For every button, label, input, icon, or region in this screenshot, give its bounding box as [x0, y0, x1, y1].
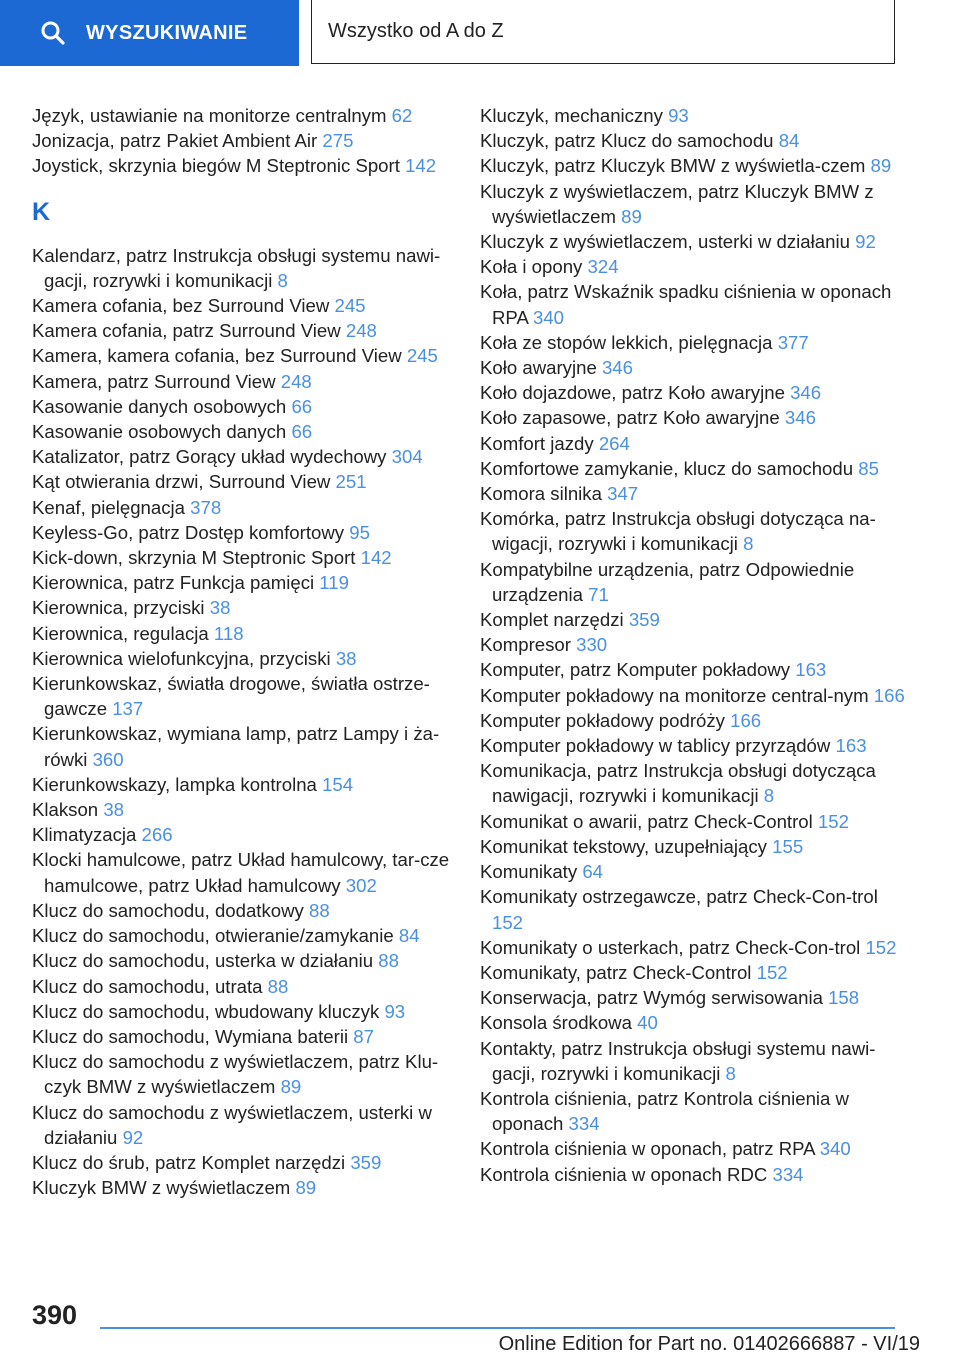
- index-page-link[interactable]: 66: [291, 395, 313, 417]
- index-entry-text: Komunikaty: [480, 861, 578, 883]
- index-entry: [32, 671, 452, 721]
- index-entry-text: Klucz do samochodu, Wymiana baterii: [32, 1025, 349, 1047]
- index-page-link[interactable]: 71: [588, 583, 609, 605]
- index-entry: [480, 809, 905, 834]
- index-entry-text: Komputer, patrz Komputer pokładowy: [480, 659, 791, 681]
- index-page-link[interactable]: 142: [360, 547, 392, 569]
- index-page-link[interactable]: 163: [795, 659, 827, 681]
- index-page-link[interactable]: 8: [763, 785, 775, 807]
- index-page-link[interactable]: 93: [384, 1000, 406, 1022]
- index-entry-text: Komputer pokładowy na monitorze central-nym: [480, 684, 869, 706]
- index-entry: [480, 733, 905, 758]
- index-entry-text: Kasowanie osobowych danych: [32, 421, 287, 443]
- index-page-link[interactable]: 245: [406, 345, 438, 367]
- index-entry-text: Klakson: [32, 799, 99, 821]
- index-entry: [480, 1036, 905, 1086]
- index-entry: [32, 646, 452, 671]
- index-entry: [32, 847, 452, 897]
- index-entry-text: Klucz do samochodu, usterka w działaniu: [32, 950, 374, 972]
- index-entry: [480, 935, 905, 960]
- index-entry-text: Klucz do samochodu, otwieranie/zamykanie: [32, 925, 394, 947]
- index-page-link[interactable]: 359: [350, 1151, 382, 1173]
- index-page-link[interactable]: 166: [873, 684, 905, 706]
- index-entry: [480, 456, 905, 481]
- index-page-link[interactable]: 89: [870, 155, 892, 177]
- index-entry-text: Komplet narzędzi: [480, 609, 624, 631]
- index-page-link[interactable]: 40: [637, 1012, 658, 1034]
- index-entry-text: Kluczyk BMW z wyświetlaczem: [32, 1177, 291, 1199]
- index-page-link[interactable]: 245: [334, 295, 366, 317]
- index-entry-text: Klucz do samochodu z wyświetlaczem, patrz Klu-czyk BMW z wyświetlaczem: [32, 1051, 439, 1098]
- index-page-link[interactable]: 93: [668, 105, 689, 126]
- index-entry-text: Kick-down, skrzynia M Steptronic Sport: [32, 547, 356, 569]
- index-entry-text: Konserwacja, patrz Wymóg serwisowania: [480, 987, 823, 1009]
- index-entry: [32, 103, 452, 128]
- index-page-link[interactable]: 88: [267, 975, 289, 997]
- top-bar: [0, 0, 960, 66]
- index-entry-text: Komunikacja, patrz Instrukcja obsługi dotycząca nawigacji, rozrywki i komunikacji: [480, 760, 876, 807]
- index-entry-text: Kluczyk, patrz Kluczyk BMW z wyświetla-czem: [480, 155, 866, 177]
- index-entry: [32, 570, 452, 595]
- index-entry-text: Joystick, skrzynia biegów M Steptronic Sport: [32, 155, 400, 177]
- index-page-link[interactable]: 330: [576, 634, 608, 656]
- index-entry: [480, 1010, 905, 1035]
- index-entry: [480, 557, 905, 607]
- index-entry: [32, 974, 452, 999]
- index-page-link[interactable]: 346: [784, 407, 816, 429]
- index-entry: [480, 229, 905, 254]
- index-entry-text: Klocki hamulcowe, patrz Układ hamulcowy, tar-cze hamulcowe, patrz Układ hamulcowy: [32, 849, 450, 896]
- index-entry-text: Kierownica, regulacja: [32, 622, 209, 644]
- index-entry-text: Kamera cofania, bez Surround View: [32, 295, 330, 317]
- index-entry-text: Kontrola ciśnienia w oponach, patrz RPA: [480, 1138, 815, 1160]
- index-page-link[interactable]: 251: [335, 471, 367, 493]
- index-entry-text: Koło awaryjne: [480, 357, 597, 379]
- index-entry: [480, 179, 905, 229]
- index-page-link[interactable]: 8: [277, 269, 288, 291]
- index-entry-text: Koła, patrz Wskaźnik spadku ciśnienia w oponach RPA: [480, 281, 892, 328]
- index-entry: [480, 153, 905, 178]
- index-entry: [32, 999, 452, 1024]
- index-entry: [32, 898, 452, 923]
- index-entry: [480, 657, 905, 682]
- index-entry-text: Komora silnika: [480, 483, 602, 505]
- index-entry-text: Kenaf, pielęgnacja: [32, 496, 185, 518]
- index-entry-text: Konsola środkowa: [480, 1012, 632, 1034]
- index-page-link[interactable]: 8: [725, 1062, 736, 1084]
- index-entry: [480, 632, 905, 657]
- index-entry-text: Koła ze stopów lekkich, pielęgnacja: [480, 331, 773, 353]
- index-entry-text: Kluczyk z wyświetlaczem, patrz Kluczyk BMW z wyświetlaczem: [480, 180, 874, 227]
- index-page-link[interactable]: 92: [122, 1126, 144, 1148]
- index-entry-text: Komunikaty, patrz Check-Control: [480, 961, 752, 983]
- index-page-link[interactable]: 302: [345, 874, 377, 896]
- index-entry: [32, 469, 452, 494]
- index-entry-text: Kierownica, przyciski: [32, 597, 205, 619]
- index-page-link[interactable]: 89: [621, 205, 642, 227]
- index-entry: [480, 380, 905, 405]
- index-page-link[interactable]: 38: [103, 799, 125, 821]
- index-entry: [480, 355, 905, 380]
- index-page-link[interactable]: 360: [92, 748, 124, 770]
- index-entry-text: Komórka, patrz Instrukcja obsługi dotycząca na-wigacji, rozrywki i komunikacji: [480, 508, 876, 555]
- index-entry-text: Koło zapasowe, patrz Koło awaryjne: [480, 407, 780, 429]
- index-entry: [32, 595, 452, 620]
- index-entry: [480, 683, 905, 708]
- index-entry: [32, 394, 452, 419]
- index-entry: [480, 607, 905, 632]
- index-page-link[interactable]: 334: [772, 1163, 804, 1185]
- index-entry-text: Komfortowe zamykanie, klucz do samochodu: [480, 457, 854, 479]
- index-entry-text: Jonizacja, patrz Pakiet Ambient Air: [32, 130, 318, 152]
- index-entry: [480, 431, 905, 456]
- index-entry: [32, 923, 452, 948]
- index-entry: [32, 318, 452, 343]
- index-entry: [480, 254, 905, 279]
- index-page-link[interactable]: 66: [291, 421, 313, 443]
- index-entry-text: Klimatyzacja: [32, 824, 137, 846]
- index-entry: [480, 1136, 905, 1161]
- search-icon: [40, 20, 66, 46]
- index-page-link[interactable]: 88: [309, 899, 330, 921]
- index-entry: [480, 834, 905, 859]
- index-entry: [480, 506, 905, 556]
- index-page-link[interactable]: 142: [405, 155, 437, 177]
- index-page-link[interactable]: 377: [777, 331, 809, 353]
- index-entry: [480, 405, 905, 430]
- index-entry-text: Komfort jazdy: [480, 432, 594, 454]
- index-entry-text: Klucz do śrub, patrz Komplet narzędzi: [32, 1151, 346, 1173]
- index-entry: [32, 1100, 452, 1150]
- index-page-link[interactable]: 152: [756, 961, 788, 983]
- footer-edition: Online Edition for Part no. 01402666887 - VI/19: [498, 1333, 920, 1355]
- index-entry-text: Komunikat o awarii, patrz Check-Control: [480, 810, 813, 832]
- index-entry: [32, 1024, 452, 1049]
- index-entry-text: Komputer pokładowy podróży: [480, 709, 725, 731]
- index-entry: [32, 128, 452, 153]
- index-page-link[interactable]: 8: [743, 533, 754, 555]
- index-entry-text: Klucz do samochodu z wyświetlaczem, usterki w działaniu: [32, 1101, 432, 1148]
- index-entry-text: Kalendarz, patrz Instrukcja obsługi systemu nawi-gacji, rozrywki i komunikacji: [32, 244, 441, 291]
- index-entry: [480, 859, 905, 884]
- index-entry: [480, 960, 905, 985]
- index-page-link[interactable]: 38: [209, 597, 231, 619]
- index-entry-text: Język, ustawianie na monitorze centralnym: [32, 105, 387, 126]
- index-entry-text: Kontakty, patrz Instrukcja obsługi systemu nawi-gacji, rozrywki i komunikacji: [480, 1037, 876, 1084]
- index-entry: [32, 243, 452, 293]
- index-entry-text: Kierunkowskaz, światła drogowe, światła ostrze-gawcze: [32, 673, 430, 720]
- index-entry-text: Kluczyk, patrz Klucz do samochodu: [480, 130, 774, 152]
- page-number: 390: [32, 1300, 78, 1330]
- index-page-link[interactable]: 87: [353, 1025, 374, 1047]
- index-page-link[interactable]: 347: [607, 483, 639, 505]
- tab-label: Wszystko od A do Z: [328, 20, 504, 42]
- index-entry-text: Kluczyk z wyświetlaczem, usterki w działaniu: [480, 231, 850, 253]
- index-page-link[interactable]: 158: [828, 987, 860, 1009]
- index-page-link[interactable]: 89: [280, 1076, 302, 1098]
- index-page-link[interactable]: 152: [492, 911, 524, 933]
- index-page-link[interactable]: 346: [790, 382, 822, 404]
- index-page-link[interactable]: 95: [349, 521, 370, 543]
- index-page-link[interactable]: 324: [587, 256, 619, 278]
- index-entry-text: Kąt otwierania drzwi, Surround View: [32, 471, 331, 493]
- index-entry-text: Kasowanie danych osobowych: [32, 395, 287, 417]
- index-entry-text: Kluczyk, mechaniczny: [480, 105, 663, 126]
- index-entry-text: Kierunkowskaz, wymiana lamp, patrz Lampy i ża-rówki: [32, 723, 440, 770]
- index-entry-text: Kontrola ciśnienia, patrz Kontrola ciśnienia w oponach: [480, 1087, 849, 1135]
- index-entry: [480, 128, 905, 153]
- search-label: WYSZUKIWANIE: [86, 21, 248, 44]
- index-entry: [480, 330, 905, 355]
- index-entry: [32, 1150, 452, 1175]
- index-entry-text: Komunikaty o usterkach, patrz Check-Con-trol: [480, 936, 861, 958]
- index-page-link[interactable]: 118: [213, 622, 244, 644]
- index-entry-text: Kierownica wielofunkcyjna, przyciski: [32, 647, 331, 669]
- index-page-link[interactable]: 152: [865, 936, 897, 958]
- index-entry: [32, 822, 452, 847]
- index-page-link[interactable]: 304: [391, 446, 423, 468]
- index-page-link[interactable]: 154: [322, 773, 354, 795]
- index-page-link[interactable]: 84: [398, 925, 420, 947]
- index-entry: [480, 103, 905, 128]
- index-page-link[interactable]: 137: [112, 698, 144, 720]
- index-page-link[interactable]: 166: [730, 709, 762, 731]
- index-page-link[interactable]: 275: [322, 130, 354, 152]
- index-page-link[interactable]: 88: [378, 950, 399, 972]
- index-letter-heading: K: [32, 197, 51, 226]
- index-entry-text: Kamera cofania, patrz Surround View: [32, 320, 341, 342]
- index-entry: [32, 545, 452, 570]
- index-page-link[interactable]: 340: [819, 1138, 851, 1160]
- index-entry: [32, 948, 452, 973]
- index-entry-text: Katalizator, patrz Gorący układ wydechowy: [32, 446, 387, 468]
- index-entry-text: Koła i opony: [480, 256, 583, 278]
- index-entry: [32, 721, 452, 771]
- index-page-link[interactable]: 264: [598, 432, 630, 454]
- index-entry: [32, 772, 452, 797]
- search-button[interactable]: [0, 0, 299, 66]
- index-entry: [32, 153, 452, 178]
- index-page-link[interactable]: 155: [772, 835, 804, 857]
- index-entry-text: Kontrola ciśnienia w oponach RDC: [480, 1163, 768, 1185]
- index-page-link[interactable]: 359: [628, 609, 660, 631]
- index-page-link[interactable]: 346: [601, 357, 633, 379]
- index-entry-text: Kompresor: [480, 634, 571, 656]
- index-page-link[interactable]: 92: [855, 231, 876, 253]
- index-entry-text: Kompatybilne urządzenia, patrz Odpowiednie urządzenia: [480, 558, 855, 605]
- index-entry: [32, 419, 452, 444]
- index-entry-text: Klucz do samochodu, utrata: [32, 975, 263, 997]
- index-entry: [32, 1049, 452, 1099]
- index-column-left: [32, 103, 452, 1200]
- index-entry-text: Kierunkowskazy, lampka kontrolna: [32, 773, 317, 795]
- index-page-link[interactable]: 119: [319, 572, 349, 594]
- index-entry-text: Kamera, patrz Surround View: [32, 370, 276, 392]
- index-entry-text: Komunikaty ostrzegawcze, patrz Check-Con-trol: [480, 886, 878, 908]
- index-entry: [32, 621, 452, 646]
- index-page-link[interactable]: 248: [345, 320, 377, 342]
- index-entry-text: Komputer pokładowy w tablicy przyrządów: [480, 735, 831, 757]
- index-entry: [32, 495, 452, 520]
- index-entry-text: Koło dojazdowe, patrz Koło awaryjne: [480, 382, 785, 404]
- index-page-link[interactable]: 163: [835, 735, 867, 757]
- index-entry: [480, 884, 905, 934]
- index-entry: [32, 1175, 452, 1200]
- index-entry-text: Keyless-Go, patrz Dostęp komfortowy: [32, 521, 345, 543]
- index-entry: [32, 797, 452, 822]
- index-entry: [480, 279, 905, 329]
- index-page-link[interactable]: 64: [582, 861, 604, 883]
- index-page-link[interactable]: 152: [817, 810, 849, 832]
- index-page-link[interactable]: 334: [568, 1113, 600, 1135]
- index-entry: [480, 1162, 905, 1187]
- index-page-link[interactable]: 38: [335, 647, 357, 669]
- index-entry-text: Kierownica, patrz Funkcja pamięci: [32, 572, 315, 594]
- index-entry: [480, 708, 905, 733]
- index-entry-text: Kamera, kamera cofania, bez Surround View: [32, 345, 402, 367]
- index-page-link[interactable]: 248: [280, 370, 312, 392]
- index-entry-text: Komunikat tekstowy, uzupełniający: [480, 835, 767, 857]
- index-entry-text: Klucz do samochodu, wbudowany kluczyk: [32, 1000, 380, 1022]
- index-entry: [32, 444, 452, 469]
- index-page-link[interactable]: 62: [391, 105, 413, 126]
- index-entry: [32, 369, 452, 394]
- index-page-link[interactable]: 378: [190, 496, 222, 518]
- index-entry-text: Klucz do samochodu, dodatkowy: [32, 899, 304, 921]
- index-entry: [480, 1086, 905, 1136]
- footer-divider: [100, 1327, 895, 1329]
- index-entry: [480, 481, 905, 506]
- index-column-right: [480, 103, 905, 1187]
- index-page-link[interactable]: 266: [141, 824, 173, 846]
- index-page-link[interactable]: 85: [858, 457, 879, 479]
- index-entry: [32, 520, 452, 545]
- index-page-link[interactable]: 89: [295, 1177, 317, 1199]
- index-entry: [480, 758, 905, 808]
- index-entry: [32, 293, 452, 318]
- tab-all-a-z[interactable]: [311, 0, 895, 64]
- index-page-link[interactable]: 84: [778, 130, 800, 152]
- index-page-link[interactable]: 340: [533, 306, 565, 328]
- index-entry: [32, 343, 452, 368]
- index-entry: [480, 985, 905, 1010]
